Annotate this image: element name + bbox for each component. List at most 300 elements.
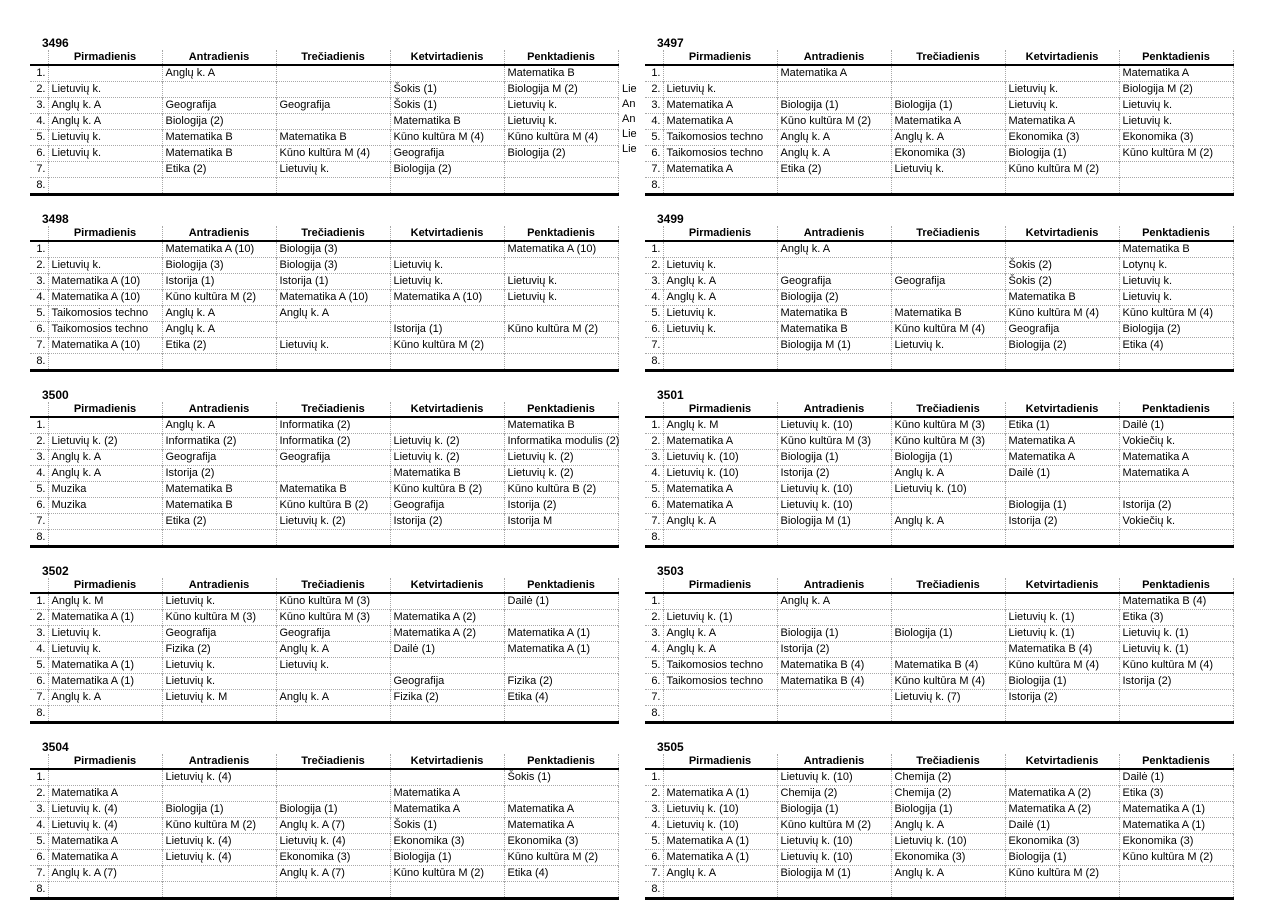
lesson-cell-monday: Matematika A (10) bbox=[48, 338, 162, 354]
column-header-thursday: Ketvirtadienis bbox=[390, 50, 504, 65]
row-number: 7. bbox=[645, 162, 663, 178]
table-row bbox=[30, 241, 618, 258]
lesson-cell-thursday: Geografija bbox=[390, 674, 504, 690]
column-header-friday: Penktadienis bbox=[504, 754, 618, 769]
lesson-cell-wednesday: Matematika B bbox=[891, 306, 1005, 322]
lesson-cell-friday: Lietuvių k. bbox=[1119, 290, 1233, 306]
table-row bbox=[30, 354, 618, 371]
lesson-cell-tuesday bbox=[162, 866, 276, 882]
lesson-cell-wednesday: Lietuvių k. (10) bbox=[891, 834, 1005, 850]
row-number: 2. bbox=[645, 82, 663, 98]
row-number-header bbox=[645, 402, 663, 417]
lesson-cell-tuesday bbox=[777, 354, 891, 371]
lesson-cell-friday: Lietuvių k. (2) bbox=[504, 450, 618, 466]
row-number: 1. bbox=[651, 595, 661, 607]
table-row bbox=[645, 98, 1233, 114]
row-number: 7. bbox=[645, 690, 663, 706]
table-row bbox=[645, 769, 1233, 786]
table-row bbox=[645, 322, 1233, 338]
timetable-3497 bbox=[645, 36, 1235, 196]
lesson-cell-thursday: Matematika B (4) bbox=[1005, 642, 1119, 658]
lesson-cell-friday: Kūno kultūra B (2) bbox=[504, 482, 618, 498]
lesson-cell-friday: Kūno kultūra M (2) bbox=[1119, 850, 1233, 866]
lesson-cell-friday bbox=[504, 178, 618, 195]
lesson-cell-thursday: Matematika A bbox=[1005, 434, 1119, 450]
lesson-cell-thursday bbox=[1005, 482, 1119, 498]
lesson-cell-friday: Ekonomika (3) bbox=[504, 834, 618, 850]
lesson-cell-wednesday: Kūno kultūra M (3) bbox=[891, 434, 1005, 450]
table-row bbox=[30, 466, 618, 482]
lesson-cell-tuesday: Kūno kultūra M (2) bbox=[162, 290, 276, 306]
lesson-cell-monday bbox=[663, 593, 777, 610]
lesson-cell-thursday: Kūno kultūra M (2) bbox=[390, 338, 504, 354]
lesson-cell-friday: Etika (4) bbox=[1119, 338, 1233, 354]
lesson-cell-thursday bbox=[1005, 593, 1119, 610]
row-number: 1. bbox=[36, 243, 46, 255]
table-row bbox=[645, 482, 1233, 498]
lesson-cell-wednesday bbox=[891, 530, 1005, 547]
table-row bbox=[30, 130, 618, 146]
lesson-cell-monday bbox=[48, 417, 162, 434]
lesson-cell-wednesday: Lietuvių k. (10) bbox=[891, 482, 1005, 498]
lesson-cell-wednesday bbox=[276, 769, 390, 786]
table-row bbox=[645, 290, 1233, 306]
lesson-cell-wednesday: Lietuvių k. bbox=[276, 338, 390, 354]
column-header-tuesday: Antradienis bbox=[777, 402, 891, 417]
column-header-tuesday: Antradienis bbox=[777, 578, 891, 593]
column-header-thursday: Ketvirtadienis bbox=[390, 226, 504, 241]
lesson-cell-friday: Matematika A bbox=[504, 802, 618, 818]
table-row bbox=[645, 818, 1233, 834]
lesson-cell-monday: Anglų k. A bbox=[48, 114, 162, 130]
lesson-cell-tuesday: Lietuvių k. (4) bbox=[162, 834, 276, 850]
lesson-cell-tuesday: Geografija bbox=[162, 98, 276, 114]
table-row bbox=[645, 674, 1233, 690]
table-row bbox=[30, 642, 618, 658]
table-row bbox=[30, 690, 618, 706]
lesson-cell-tuesday bbox=[162, 786, 276, 802]
lesson-cell-friday: Lietuvių k. bbox=[504, 274, 618, 290]
table-row bbox=[645, 850, 1233, 866]
header-row bbox=[645, 578, 1233, 593]
column-header-wednesday: Trečiadienis bbox=[276, 402, 390, 417]
table-row bbox=[645, 834, 1233, 850]
row-number-header bbox=[30, 402, 48, 417]
row-number: 1. bbox=[651, 67, 661, 79]
lesson-cell-friday: Etika (3) bbox=[1119, 610, 1233, 626]
table-row bbox=[30, 818, 618, 834]
lesson-cell-monday: Matematika A (10) bbox=[48, 274, 162, 290]
timetable-grid bbox=[30, 226, 619, 372]
row-number: 7. bbox=[30, 514, 48, 530]
lesson-cell-monday: Lietuvių k. (4) bbox=[48, 802, 162, 818]
row-number: 8. bbox=[30, 354, 48, 371]
lesson-cell-thursday: Kūno kultūra M (2) bbox=[1005, 866, 1119, 882]
column-header-monday: Pirmadienis bbox=[663, 578, 777, 593]
lesson-cell-tuesday: Anglų k. A bbox=[162, 417, 276, 434]
lesson-cell-thursday: Šokis (1) bbox=[390, 82, 504, 98]
table-row bbox=[645, 866, 1233, 882]
lesson-cell-tuesday: Matematika B bbox=[162, 482, 276, 498]
lesson-cell-thursday: Matematika A (2) bbox=[390, 610, 504, 626]
lesson-cell-monday: Matematika A bbox=[663, 498, 777, 514]
table-row bbox=[30, 786, 618, 802]
column-header-tuesday: Antradienis bbox=[777, 226, 891, 241]
row-number: 7. bbox=[30, 162, 48, 178]
lesson-cell-wednesday: Biologija (3) bbox=[276, 241, 390, 258]
row-number: 5. bbox=[30, 834, 48, 850]
lesson-cell-wednesday: Matematika B (4) bbox=[891, 658, 1005, 674]
row-number: 7. bbox=[30, 338, 48, 354]
lesson-cell-monday: Taikomosios techno bbox=[663, 130, 777, 146]
row-number: 4. bbox=[30, 290, 48, 306]
lesson-cell-wednesday: Lietuvių k. bbox=[276, 658, 390, 674]
lesson-cell-tuesday bbox=[777, 610, 891, 626]
lesson-cell-friday: Istorija M bbox=[504, 514, 618, 530]
lesson-cell-friday bbox=[1119, 866, 1233, 882]
lesson-cell-monday: Taikomosios techno bbox=[663, 658, 777, 674]
lesson-cell-monday bbox=[663, 178, 777, 195]
lesson-cell-wednesday: Anglų k. A bbox=[891, 466, 1005, 482]
row-number: 7. bbox=[645, 866, 663, 882]
lesson-cell-tuesday bbox=[162, 706, 276, 723]
lesson-cell-monday: Lietuvių k. (10) bbox=[663, 466, 777, 482]
lesson-cell-friday: Matematika A bbox=[1119, 65, 1233, 82]
lesson-cell-friday: Vokiečių k. bbox=[1119, 514, 1233, 530]
lesson-cell-wednesday: Biologija (1) bbox=[891, 450, 1005, 466]
lesson-cell-thursday: Lietuvių k. (1) bbox=[1005, 626, 1119, 642]
lesson-cell-friday: Istorija (2) bbox=[1119, 498, 1233, 514]
lesson-cell-wednesday bbox=[891, 882, 1005, 899]
timetable-id: 3505 bbox=[657, 740, 684, 754]
lesson-cell-wednesday bbox=[891, 82, 1005, 98]
lesson-cell-tuesday bbox=[777, 178, 891, 195]
column-header-tuesday: Antradienis bbox=[162, 226, 276, 241]
lesson-cell-thursday: Kūno kultūra M (4) bbox=[1005, 658, 1119, 674]
column-header-monday: Pirmadienis bbox=[48, 226, 162, 241]
lesson-cell-friday: Etika (3) bbox=[1119, 786, 1233, 802]
lesson-cell-monday bbox=[663, 530, 777, 547]
table-row bbox=[30, 114, 618, 130]
table-row bbox=[30, 482, 618, 498]
lesson-cell-thursday bbox=[390, 178, 504, 195]
lesson-cell-tuesday: Biologija (1) bbox=[777, 98, 891, 114]
lesson-cell-tuesday: Anglų k. A bbox=[777, 241, 891, 258]
header-row bbox=[645, 402, 1233, 417]
timetable-id: 3502 bbox=[42, 564, 69, 578]
row-number: 6. bbox=[645, 146, 663, 162]
timetable-grid bbox=[645, 754, 1234, 900]
lesson-cell-wednesday: Kūno kultūra M (4) bbox=[891, 674, 1005, 690]
lesson-cell-friday: Kūno kultūra M (2) bbox=[504, 850, 618, 866]
lesson-cell-monday: Muzika bbox=[48, 482, 162, 498]
row-number: 8. bbox=[30, 530, 48, 547]
lesson-cell-monday: Lietuvių k. bbox=[48, 626, 162, 642]
timetable-id: 3500 bbox=[42, 388, 69, 402]
lesson-cell-friday: Istorija (2) bbox=[1119, 674, 1233, 690]
table-row bbox=[30, 306, 618, 322]
lesson-cell-friday: Matematika A (1) bbox=[1119, 818, 1233, 834]
lesson-cell-thursday bbox=[1005, 241, 1119, 258]
lesson-cell-tuesday: Anglų k. A bbox=[777, 146, 891, 162]
column-header-friday: Penktadienis bbox=[1119, 754, 1233, 769]
lesson-cell-wednesday bbox=[276, 674, 390, 690]
timetable-grid bbox=[30, 754, 619, 900]
column-header-thursday: Ketvirtadienis bbox=[1005, 578, 1119, 593]
lesson-cell-tuesday: Matematika A bbox=[777, 65, 891, 82]
timetable-3498 bbox=[30, 212, 620, 372]
lesson-cell-tuesday: Kūno kultūra M (2) bbox=[777, 114, 891, 130]
lesson-cell-tuesday: Lietuvių k. bbox=[162, 674, 276, 690]
row-number: 1. bbox=[36, 595, 46, 607]
table-row bbox=[645, 626, 1233, 642]
table-row bbox=[30, 674, 618, 690]
lesson-cell-friday: Ekonomika (3) bbox=[1119, 130, 1233, 146]
lesson-cell-wednesday: Biologija (1) bbox=[891, 802, 1005, 818]
lesson-cell-tuesday: Biologija (1) bbox=[777, 450, 891, 466]
lesson-cell-friday: Lietuvių k. (1) bbox=[1119, 642, 1233, 658]
lesson-cell-wednesday: Anglų k. A bbox=[891, 818, 1005, 834]
column-header-wednesday: Trečiadienis bbox=[891, 754, 1005, 769]
column-header-wednesday: Trečiadienis bbox=[276, 578, 390, 593]
column-header-wednesday: Trečiadienis bbox=[891, 50, 1005, 65]
row-number-header bbox=[645, 226, 663, 241]
row-number: 8. bbox=[645, 354, 663, 371]
lesson-cell-tuesday: Matematika A (10) bbox=[162, 241, 276, 258]
lesson-cell-tuesday bbox=[777, 82, 891, 98]
row-number: 8. bbox=[30, 882, 48, 899]
row-number: 2. bbox=[30, 610, 48, 626]
lesson-cell-friday: Lietuvių k. bbox=[504, 290, 618, 306]
row-number: 5. bbox=[645, 130, 663, 146]
column-header-friday: Penktadienis bbox=[1119, 402, 1233, 417]
header-row bbox=[30, 402, 618, 417]
lesson-cell-tuesday: Biologija (1) bbox=[777, 626, 891, 642]
lesson-cell-wednesday: Matematika B bbox=[276, 130, 390, 146]
column-header-tuesday: Antradienis bbox=[162, 578, 276, 593]
header-row bbox=[30, 50, 618, 65]
lesson-cell-thursday: Istorija (2) bbox=[1005, 690, 1119, 706]
lesson-cell-monday: Lietuvių k. bbox=[663, 306, 777, 322]
lesson-cell-thursday bbox=[390, 354, 504, 371]
lesson-cell-monday: Lietuvių k. bbox=[48, 82, 162, 98]
lesson-cell-monday: Matematika A (10) bbox=[48, 290, 162, 306]
row-number: 6. bbox=[30, 322, 48, 338]
timetable-grid bbox=[30, 402, 619, 548]
row-number: 5. bbox=[645, 834, 663, 850]
lesson-cell-monday: Matematika A (1) bbox=[663, 834, 777, 850]
table-row bbox=[645, 466, 1233, 482]
lesson-cell-friday bbox=[1119, 690, 1233, 706]
lesson-cell-friday: Etika (4) bbox=[504, 690, 618, 706]
lesson-cell-monday: Anglų k. A bbox=[663, 866, 777, 882]
lesson-cell-friday bbox=[1119, 178, 1233, 195]
timetable-3505 bbox=[645, 740, 1235, 900]
lesson-cell-tuesday: Anglų k. A bbox=[777, 130, 891, 146]
lesson-cell-monday bbox=[663, 65, 777, 82]
lesson-cell-wednesday: Kūno kultūra M (3) bbox=[276, 610, 390, 626]
lesson-cell-friday: Dailė (1) bbox=[1119, 417, 1233, 434]
lesson-cell-monday: Taikomosios techno bbox=[663, 146, 777, 162]
lesson-cell-monday bbox=[48, 882, 162, 899]
table-row bbox=[645, 274, 1233, 290]
lesson-cell-thursday: Geografija bbox=[1005, 322, 1119, 338]
header-row bbox=[645, 50, 1233, 65]
lesson-cell-tuesday: Lietuvių k. (10) bbox=[777, 834, 891, 850]
lesson-cell-monday: Taikomosios techno bbox=[48, 322, 162, 338]
lesson-cell-friday bbox=[504, 882, 618, 899]
lesson-cell-thursday: Dailė (1) bbox=[1005, 818, 1119, 834]
table-row bbox=[30, 850, 618, 866]
lesson-cell-wednesday: Biologija (1) bbox=[276, 802, 390, 818]
lesson-cell-thursday: Šokis (1) bbox=[390, 98, 504, 114]
table-row bbox=[645, 498, 1233, 514]
lesson-cell-wednesday: Biologija (3) bbox=[276, 258, 390, 274]
row-number: 1. bbox=[651, 771, 661, 783]
lesson-cell-thursday: Biologija (1) bbox=[1005, 146, 1119, 162]
column-header-thursday: Ketvirtadienis bbox=[1005, 754, 1119, 769]
lesson-cell-wednesday: Ekonomika (3) bbox=[891, 850, 1005, 866]
lesson-cell-thursday: Kūno kultūra M (2) bbox=[1005, 162, 1119, 178]
lesson-cell-wednesday: Informatika (2) bbox=[276, 417, 390, 434]
lesson-cell-tuesday bbox=[162, 82, 276, 98]
lesson-cell-thursday: Lietuvių k. bbox=[390, 258, 504, 274]
lesson-cell-thursday: Dailė (1) bbox=[1005, 466, 1119, 482]
lesson-cell-monday: Lietuvių k. bbox=[663, 322, 777, 338]
lesson-cell-tuesday: Biologija (1) bbox=[777, 802, 891, 818]
row-number: 3. bbox=[645, 802, 663, 818]
lesson-cell-monday bbox=[663, 354, 777, 371]
lesson-cell-wednesday: Biologija (1) bbox=[891, 98, 1005, 114]
row-number: 3. bbox=[30, 626, 48, 642]
lesson-cell-thursday: Matematika B bbox=[1005, 290, 1119, 306]
clipped-overflow-text: An bbox=[622, 98, 636, 110]
header-row bbox=[645, 226, 1233, 241]
row-number: 5. bbox=[645, 658, 663, 674]
column-header-friday: Penktadienis bbox=[1119, 50, 1233, 65]
table-row bbox=[645, 786, 1233, 802]
lesson-cell-wednesday bbox=[891, 593, 1005, 610]
lesson-cell-wednesday bbox=[276, 114, 390, 130]
timetable-grid bbox=[645, 578, 1234, 724]
lesson-cell-thursday: Kūno kultūra B (2) bbox=[390, 482, 504, 498]
timetable-id: 3503 bbox=[657, 564, 684, 578]
lesson-cell-monday: Matematika A bbox=[663, 434, 777, 450]
lesson-cell-wednesday: Chemija (2) bbox=[891, 786, 1005, 802]
table-row bbox=[645, 162, 1233, 178]
lesson-cell-monday: Matematika A (1) bbox=[48, 674, 162, 690]
lesson-cell-monday bbox=[48, 530, 162, 547]
lesson-cell-wednesday: Istorija (1) bbox=[276, 274, 390, 290]
lesson-cell-friday: Matematika A (1) bbox=[504, 642, 618, 658]
row-number: 5. bbox=[645, 482, 663, 498]
lesson-cell-tuesday bbox=[777, 258, 891, 274]
column-header-tuesday: Antradienis bbox=[777, 50, 891, 65]
row-number: 4. bbox=[30, 818, 48, 834]
table-row bbox=[645, 593, 1233, 610]
row-number: 3. bbox=[30, 274, 48, 290]
lesson-cell-wednesday bbox=[891, 65, 1005, 82]
row-number: 2. bbox=[645, 434, 663, 450]
row-number-header bbox=[30, 226, 48, 241]
lesson-cell-thursday bbox=[390, 658, 504, 674]
lesson-cell-wednesday: Kūno kultūra B (2) bbox=[276, 498, 390, 514]
table-row bbox=[645, 642, 1233, 658]
row-number-header bbox=[645, 578, 663, 593]
lesson-cell-tuesday bbox=[162, 178, 276, 195]
lesson-cell-friday bbox=[1119, 354, 1233, 371]
lesson-cell-wednesday: Kūno kultūra M (3) bbox=[891, 417, 1005, 434]
lesson-cell-tuesday: Istorija (2) bbox=[777, 642, 891, 658]
lesson-cell-friday bbox=[1119, 882, 1233, 899]
lesson-cell-monday: Matematika A (1) bbox=[48, 610, 162, 626]
lesson-cell-friday: Kūno kultūra M (2) bbox=[504, 322, 618, 338]
lesson-cell-thursday bbox=[390, 882, 504, 899]
lesson-cell-monday: Matematika A bbox=[663, 162, 777, 178]
lesson-cell-tuesday: Biologija M (1) bbox=[777, 338, 891, 354]
lesson-cell-thursday: Istorija (2) bbox=[1005, 514, 1119, 530]
lesson-cell-wednesday: Geografija bbox=[276, 98, 390, 114]
row-number: 2. bbox=[645, 786, 663, 802]
table-row bbox=[645, 258, 1233, 274]
row-number: 7. bbox=[30, 690, 48, 706]
lesson-cell-thursday: Geografija bbox=[390, 146, 504, 162]
lesson-cell-wednesday bbox=[891, 642, 1005, 658]
lesson-cell-thursday: Kūno kultūra M (4) bbox=[390, 130, 504, 146]
column-header-monday: Pirmadienis bbox=[663, 226, 777, 241]
lesson-cell-monday: Anglų k. A bbox=[663, 642, 777, 658]
lesson-cell-friday: Lietuvių k. bbox=[1119, 114, 1233, 130]
table-row bbox=[645, 658, 1233, 674]
lesson-cell-wednesday: Matematika A bbox=[891, 114, 1005, 130]
table-row bbox=[30, 258, 618, 274]
row-number-header bbox=[645, 754, 663, 769]
lesson-cell-wednesday: Kūno kultūra M (4) bbox=[276, 146, 390, 162]
table-row bbox=[30, 65, 618, 82]
lesson-cell-monday bbox=[48, 769, 162, 786]
timetable-id: 3499 bbox=[657, 212, 684, 226]
lesson-cell-tuesday: Anglų k. A bbox=[162, 306, 276, 322]
column-header-wednesday: Trečiadienis bbox=[276, 50, 390, 65]
column-header-thursday: Ketvirtadienis bbox=[1005, 50, 1119, 65]
row-number: 8. bbox=[30, 706, 48, 723]
table-row bbox=[645, 802, 1233, 818]
lesson-cell-monday: Matematika A (1) bbox=[663, 786, 777, 802]
timetable-3504 bbox=[30, 740, 620, 900]
lesson-cell-thursday: Lietuvių k. bbox=[1005, 98, 1119, 114]
lesson-cell-tuesday bbox=[777, 706, 891, 723]
row-number-header bbox=[30, 578, 48, 593]
column-header-monday: Pirmadienis bbox=[48, 402, 162, 417]
column-header-friday: Penktadienis bbox=[1119, 578, 1233, 593]
row-number: 6. bbox=[645, 322, 663, 338]
column-header-wednesday: Trečiadienis bbox=[276, 226, 390, 241]
lesson-cell-friday: Dailė (1) bbox=[1119, 769, 1233, 786]
row-number: 4. bbox=[645, 114, 663, 130]
lesson-cell-thursday: Biologija (1) bbox=[1005, 850, 1119, 866]
timetable-3501 bbox=[645, 388, 1235, 548]
column-header-friday: Penktadienis bbox=[504, 50, 618, 65]
lesson-cell-tuesday: Anglų k. A bbox=[777, 593, 891, 610]
lesson-cell-friday: Kūno kultūra M (2) bbox=[1119, 146, 1233, 162]
row-number: 1. bbox=[36, 67, 46, 79]
row-number: 5. bbox=[645, 306, 663, 322]
row-number: 3. bbox=[30, 802, 48, 818]
lesson-cell-monday bbox=[663, 769, 777, 786]
lesson-cell-thursday: Biologija (1) bbox=[390, 850, 504, 866]
lesson-cell-friday: Matematika B bbox=[1119, 241, 1233, 258]
lesson-cell-tuesday: Anglų k. A bbox=[162, 65, 276, 82]
